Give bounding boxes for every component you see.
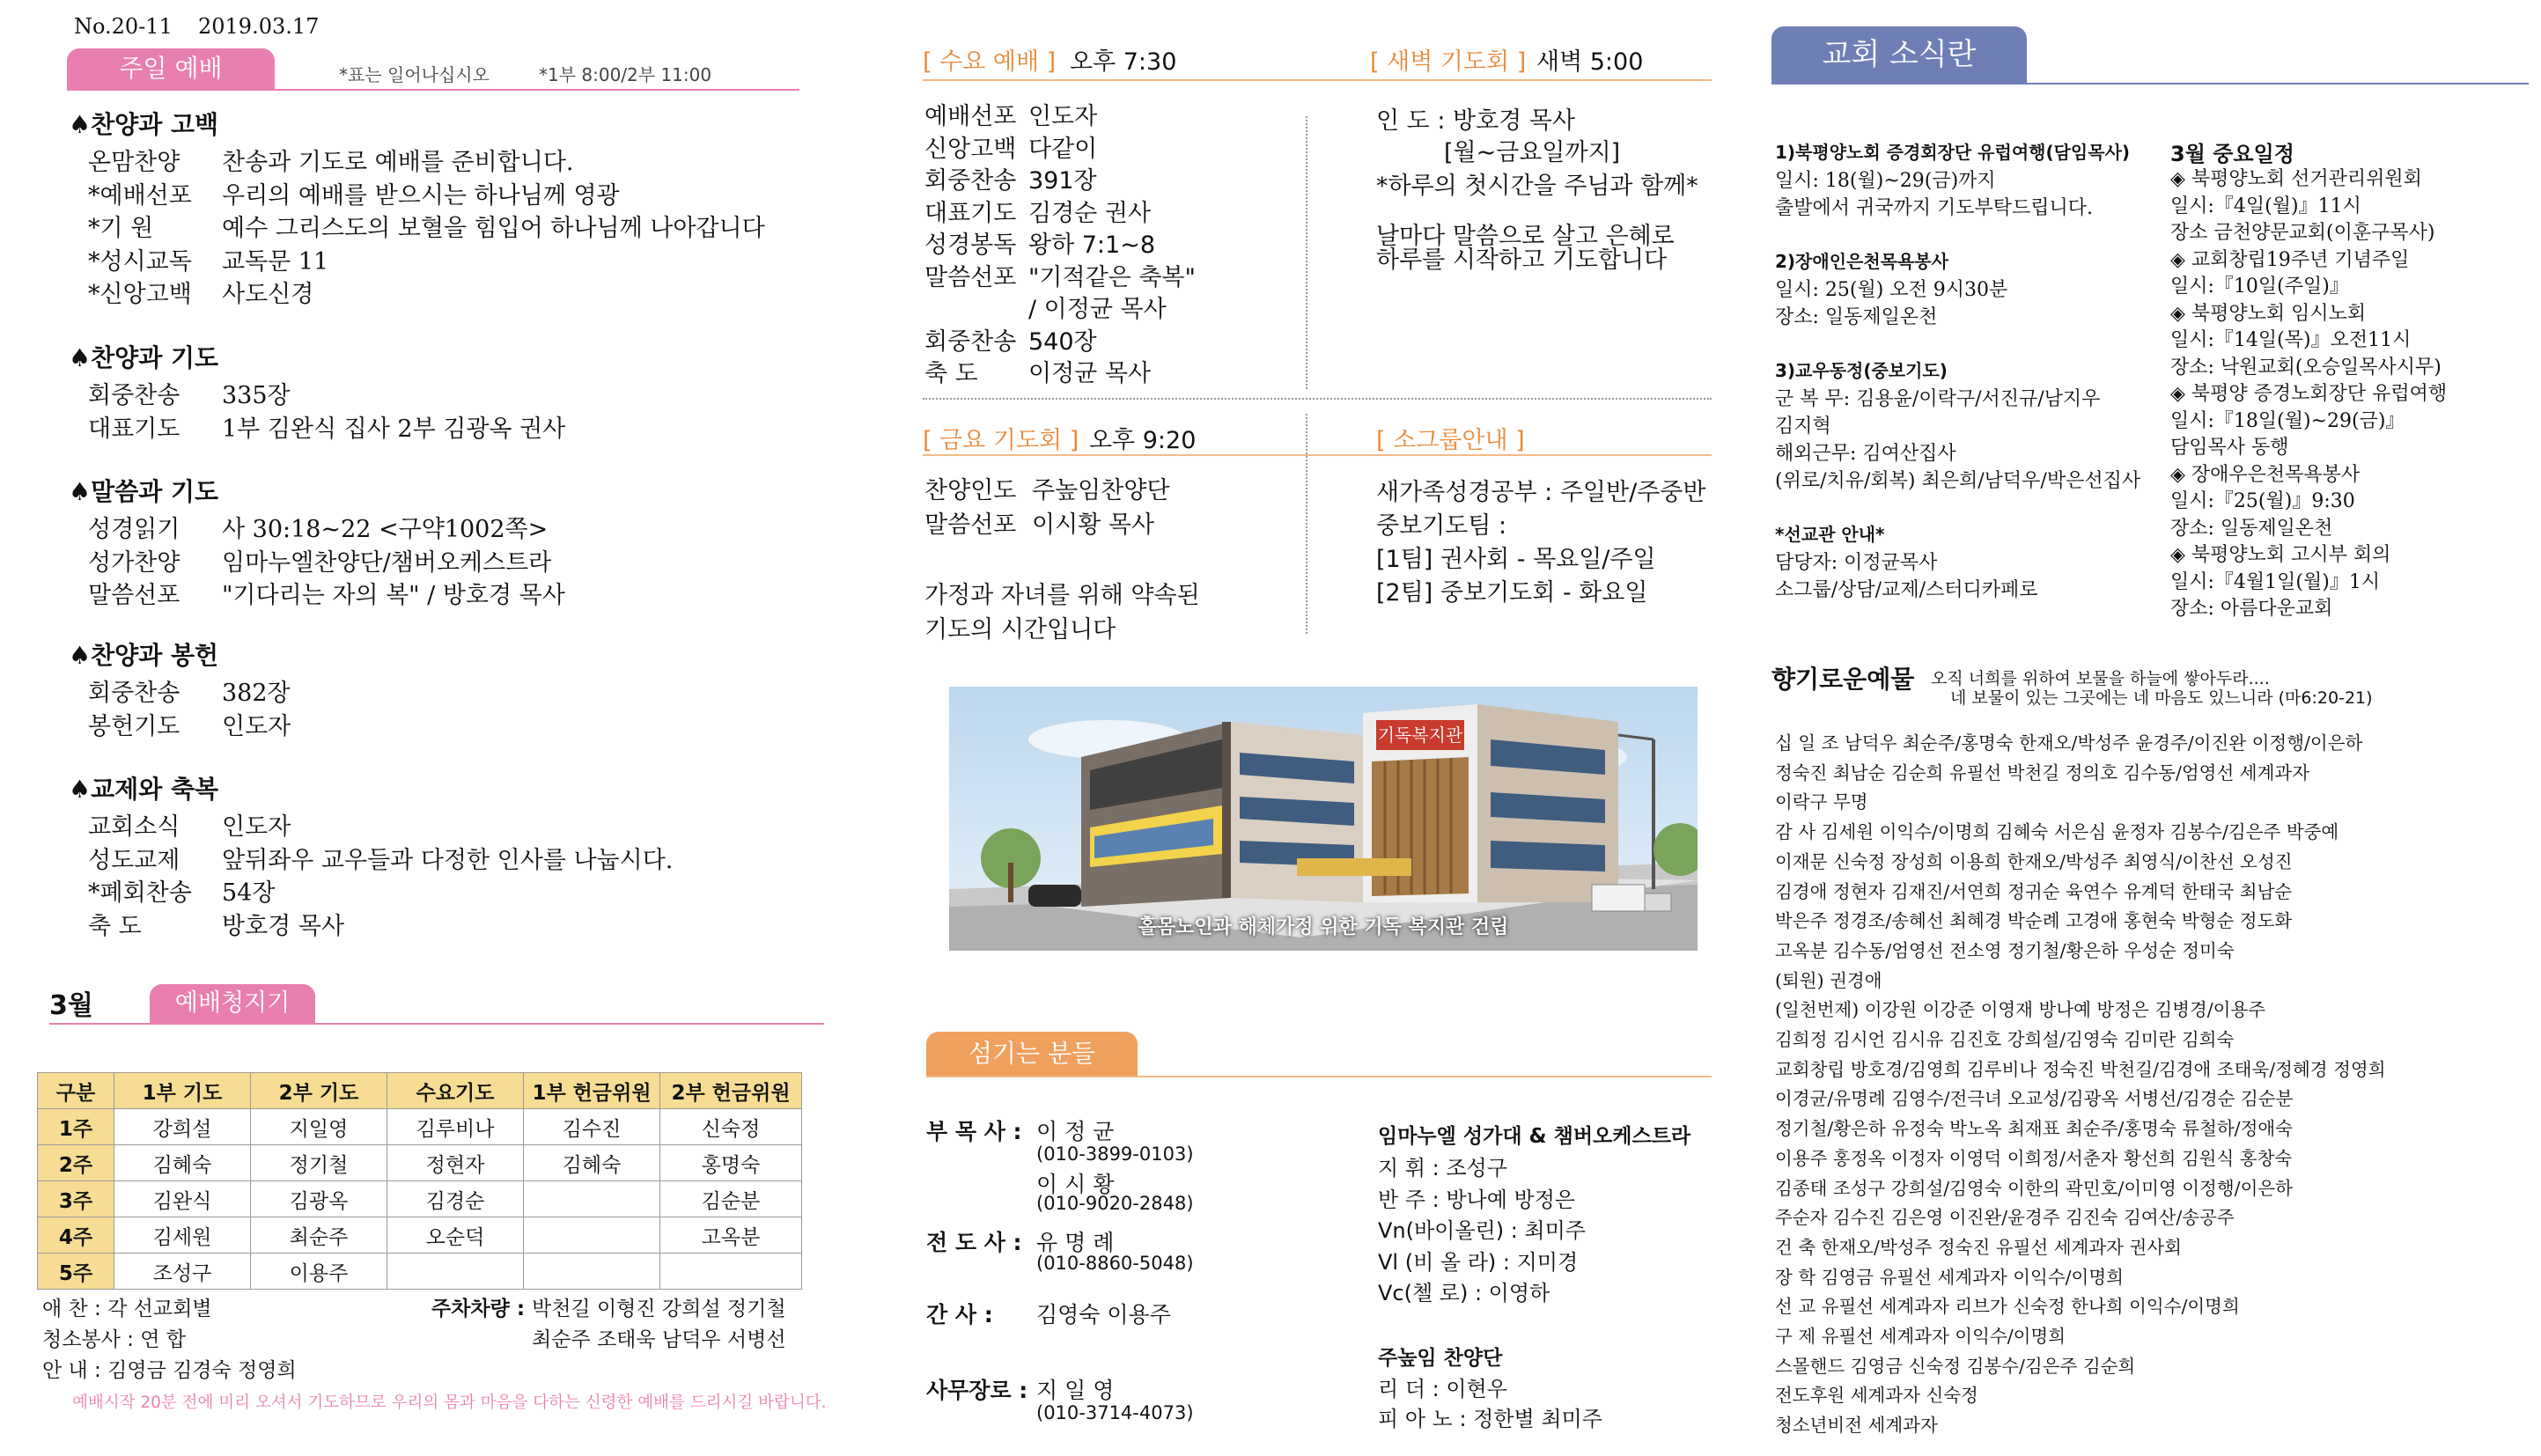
schedule-line: 일시:『25(월)』9:30 — [2170, 490, 2355, 512]
worship-notice: 예배시작 20분 전에 미리 오셔서 기도하므로 우리의 몸과 마음을 다하는 신령한 예배를 드리시길 바랍니다. — [72, 1393, 827, 1412]
news-line: 출발에서 귀국까지 기도부탁드립니다. — [1775, 197, 2094, 219]
service-item-label: *신앙고백 — [88, 281, 192, 308]
attendance-table — [37, 1072, 802, 1290]
building-graphic — [949, 687, 1698, 951]
choir-title: 임마누엘 성가대 & 챔버오케스트라 — [1378, 1125, 1691, 1148]
choir-member-line: Vn(바이올린) : 최미주 — [1378, 1218, 1586, 1243]
wed-service-time: 오후 7:30 — [1070, 48, 1177, 76]
attendance-cell: 김광옥 — [251, 1181, 387, 1217]
attendance-cell: 최순주 — [251, 1217, 387, 1254]
service-item-label: 성도교제 — [88, 846, 180, 874]
service-item-value: 382장 — [222, 680, 291, 707]
attendance-header-cell: 2부 기도 — [251, 1073, 387, 1109]
small-group-line: [2팀] 중보기도회 - 화요일 — [1376, 579, 1648, 607]
fri-note: 기도의 시간입니다 — [924, 616, 1116, 643]
news-line: (위로/치유/회복) 최은희/남덕우/박은선집사 — [1775, 470, 2141, 492]
section-title: ♠말씀과 기도 — [69, 477, 219, 506]
cleaning-line: 청소봉사 : 연 합 — [42, 1328, 186, 1351]
fri-item-label: 찬양인도 — [924, 477, 1017, 504]
attendance-table-wrap — [37, 1072, 802, 1290]
dawn-line: 하루를 시작하고 기도합니다 — [1376, 246, 1668, 274]
offering-line: 스몰핸드 김영금 신숙정 김봉수/김은주 김순희 — [1775, 1355, 2136, 1377]
offering-line: 건 축 한재오/박성주 정숙진 유필선 세계과자 권사회 — [1775, 1236, 2182, 1258]
section-title: ♠찬양과 봉헌 — [69, 641, 219, 670]
offering-line: 김종태 조성구 강희설/김영숙 이한의 곽민호/이미영 이정행/이은하 — [1775, 1177, 2293, 1199]
schedule-line: 장소: 낙원교회(오승일목사시무) — [2170, 356, 2442, 379]
section-title: ♠찬양과 기도 — [69, 343, 219, 372]
offering-line: 고옥분 김수동/엄영선 전소영 정기철/황은하 우성순 정미숙 — [1775, 939, 2235, 961]
service-item-value: 교독문 11 — [222, 247, 329, 276]
schedule-line: 담임목사 동행 — [2170, 437, 2289, 459]
wed-item-value: 김경순 권사 — [1028, 199, 1151, 227]
schedule-line: ◈ 장애우은천목욕봉사 — [2170, 463, 2361, 486]
attendance-cell: 지일영 — [251, 1109, 387, 1145]
middle-horizontal-divider — [923, 398, 1712, 401]
offering-line: 정기철/황은하 유정숙 박노옥 최재표 최순주/홍명숙 류철하/정애숙 — [1775, 1118, 2293, 1140]
schedule-line: ◈ 북평양노회 고시부 회의 — [2170, 544, 2391, 566]
small-group-line: [1팀] 권사회 - 목요일/주일 — [1376, 546, 1656, 573]
fri-item-value: 이시황 목사 — [1032, 511, 1154, 539]
news-line: 장소: 일동제일온천 — [1775, 306, 1938, 328]
choir-member-line: Vl (비 올 라) : 지미경 — [1378, 1249, 1579, 1275]
office-elder-tel: (010-3714-4073) — [1036, 1402, 1194, 1423]
service-item-label: *성시교독 — [88, 247, 192, 276]
offering-line: 정숙진 최남순 김순희 유필선 박천길 정의호 김수동/엄영선 세계과자 — [1775, 761, 2310, 783]
fri-prayer-time: 오후 9:20 — [1089, 427, 1197, 454]
evangelist-tel: (010-8860-5048) — [1036, 1253, 1194, 1274]
bulletin-number: No.20-11 — [74, 14, 173, 39]
offering-line: 박은주 정경조/송혜선 최혜경 박순례 고경애 홍현숙 박형순 정도화 — [1775, 910, 2293, 932]
march-schedule-title: 3월 중요일정 — [2170, 142, 2294, 166]
offering-verse-2: 네 보물이 있는 그곳에는 네 마음도 있느니라 (마6:20-21) — [1950, 688, 2373, 708]
schedule-line: ◈ 북평양 증경노회장단 유럽여행 — [2170, 383, 2448, 405]
wed-item-label: 축 도 — [924, 360, 978, 387]
service-item-label: *폐회찬송 — [88, 879, 192, 907]
bulletin-date: 2019.03.17 — [198, 14, 320, 39]
attendance-cell: 김완식 — [114, 1181, 251, 1217]
middle-vertical-divider-2 — [1306, 414, 1309, 634]
dawn-line: 날마다 말씀으로 살고 은혜로 — [1376, 223, 1675, 250]
building-caption: 홀몸노인과 해체가정 위한 기독 복지관 건립 — [1138, 916, 1509, 938]
attendance-cell: 김루비나 — [387, 1109, 524, 1145]
wed-item-value: "기적같은 축복" — [1028, 263, 1196, 291]
schedule-line: 장소: 아름다운교회 — [2170, 598, 2333, 620]
attendance-cell: 고옥분 — [660, 1217, 802, 1254]
service-item-label: 회중찬송 — [88, 680, 180, 707]
offering-line: 주순자 김수진 김은영 이진완/윤경주 김진숙 김여산/송공주 — [1775, 1207, 2235, 1229]
schedule-line: ◈ 북평양노회 임시노회 — [2170, 302, 2367, 325]
service-item-value: 사도신경 — [222, 281, 314, 308]
wed-item-value: 인도자 — [1028, 103, 1098, 130]
servers-underline — [926, 1076, 1712, 1077]
dawn-prayer-title: [ 새벽 기도회 ] — [1370, 48, 1527, 76]
offering-verse-1: 오직 너희를 위하여 보물을 하늘에 쌓아두라.... — [1931, 669, 2270, 688]
office-elder-name: 지 일 영 — [1036, 1378, 1115, 1403]
fri-item-value: 주높임찬양단 — [1032, 477, 1170, 504]
wed-item-value: 540장 — [1028, 327, 1097, 356]
month-label: 3월 — [49, 990, 93, 1021]
news-line: 해외근무: 김여산집사 — [1775, 443, 1956, 465]
attendance-row — [38, 1109, 802, 1145]
assoc-pastor-1: 이 정 균 — [1036, 1119, 1115, 1144]
top-orange-rule — [923, 79, 1712, 81]
service-item-label: 성경읽기 — [88, 516, 180, 543]
offering-line: 이용주 홍정옥 이정자 이영덕 이희정/서춘자 황선희 김원식 홍창숙 — [1775, 1147, 2293, 1169]
wed-item-value: 391장 — [1028, 167, 1097, 195]
attendance-cell: 김순분 — [660, 1181, 802, 1217]
offering-title: 향기로운예물 — [1771, 665, 1915, 694]
attendance-cell: 김수진 — [524, 1109, 660, 1145]
wed-item-label: 성경봉독 — [924, 232, 1017, 259]
attendance-cell: 정현자 — [387, 1145, 524, 1181]
wed-item-value: / 이정균 목사 — [1028, 296, 1167, 323]
wed-item-label: 대표기도 — [924, 199, 1017, 227]
dawn-line: [월~금요일까지] — [1444, 139, 1621, 166]
attendance-row — [38, 1181, 802, 1217]
offering-line: 전도후원 세계과자 신숙정 — [1775, 1385, 1978, 1407]
attendance-cell: 김세원 — [114, 1217, 251, 1254]
service-item-label: 회중찬송 — [88, 382, 180, 409]
church-news-underline — [1771, 83, 2529, 85]
attendance-cell: 오순덕 — [387, 1217, 524, 1254]
attendance-week: 4주 — [38, 1217, 114, 1254]
offering-line: 장 학 김영금 유필선 세계과자 이익수/이명희 — [1775, 1266, 2124, 1288]
service-item-value: 방호경 목사 — [222, 912, 344, 940]
attendance-week: 5주 — [38, 1254, 114, 1290]
attendance-cell: 조성구 — [114, 1254, 251, 1290]
tab-underline — [67, 89, 799, 91]
news-line: *선교관 안내* — [1775, 524, 1885, 545]
attendance-cell — [660, 1254, 802, 1290]
offering-line: 이경균/유명례 김영수/전극녀 오교성/김광옥 서병선/김경순 김순분 — [1775, 1088, 2294, 1110]
attendance-cell: 김경순 — [387, 1181, 524, 1217]
small-group-line: 새가족성경공부 : 주일반/주중반 — [1376, 479, 1706, 506]
schedule-line: 장소 금천양문교회(이훈구목사) — [2170, 222, 2435, 244]
assoc-pastor-1-tel: (010-3899-0103) — [1036, 1143, 1194, 1165]
section-title: ♠찬양과 고백 — [69, 110, 219, 139]
wed-item-value: 이정균 목사 — [1028, 360, 1151, 387]
attendance-row — [38, 1217, 802, 1254]
schedule-line: ◈ 북평양노회 선거관리위원회 — [2170, 168, 2422, 190]
offering-line: 김희정 김시언 김시유 김진호 강희설/김영숙 김미란 김희숙 — [1775, 1029, 2235, 1050]
news-line: 소그룹/상담/교제/스터디카페로 — [1775, 579, 2038, 601]
attendance-cell — [524, 1217, 660, 1254]
offering-line: 이재문 신숙정 장성희 이용희 한재오/박성주 최영식/이찬선 오성진 — [1775, 850, 2293, 872]
wed-item-label: 말씀선포 — [924, 263, 1017, 291]
fri-orange-rule — [923, 454, 1712, 456]
attendance-cell: 정기철 — [251, 1145, 387, 1181]
attendance-cell: 이용주 — [251, 1254, 387, 1290]
praise-team-line: 리 더 : 이현우 — [1378, 1377, 1507, 1401]
wed-service-title: [ 수요 예배 ] — [923, 48, 1057, 76]
offering-line: 청소년비전 세계과자 — [1775, 1415, 1938, 1437]
attendance-header-cell: 구분 — [38, 1073, 114, 1109]
offering-line: (일천번제) 이강원 이강준 이영재 방나예 방정은 김병경/이용주 — [1775, 999, 2266, 1021]
service-item-value: 인도자 — [222, 712, 291, 740]
evangelist-label: 전 도 사 : — [926, 1230, 1022, 1255]
schedule-line: ◈ 교회창립19주년 기념주일 — [2170, 248, 2410, 271]
fri-note: 가정과 자녀를 위해 약속된 — [924, 582, 1200, 609]
attendance-row — [38, 1145, 802, 1181]
offering-line: 십 일 조 남덕우 최순주/홍명숙 한재오/박성주 윤경주/이진완 이정행/이은하 — [1775, 732, 2363, 754]
attendance-week: 2주 — [38, 1145, 114, 1181]
schedule-line: 일시:『18일(월)~29(금)』 — [2170, 409, 2405, 432]
building-illustration — [949, 687, 1698, 951]
offering-line: 선 교 유필선 세계과자 리브가 신숙정 한나희 이익수/이명희 — [1775, 1296, 2240, 1318]
news-line: 김지혁 — [1775, 415, 1831, 438]
service-item-label: 축 도 — [88, 912, 142, 940]
attendance-header-cell: 1부 헌금위원 — [524, 1073, 660, 1109]
dawn-line: *하루의 첫시간을 주님과 함께* — [1376, 173, 1698, 200]
news-line: 일시: 18(월)~29(금)까지 — [1775, 170, 1996, 192]
parking-names-2: 최순주 조태욱 남덕우 서병선 — [532, 1328, 786, 1351]
small-group-line: 중보기도팀 : — [1376, 512, 1507, 540]
servers-tab: 섬기는 분들 — [926, 1032, 1138, 1076]
standing-note: *표는 일어나십시오 — [339, 64, 490, 85]
attendance-cell — [524, 1181, 660, 1217]
offering-line: 이락구 무명 — [1775, 791, 1868, 813]
sunday-service-tab: 주일 예배 — [67, 48, 275, 89]
service-item-label: 봉헌기도 — [88, 712, 180, 740]
assoc-pastor-2: 이 시 황 — [1036, 1172, 1115, 1197]
offering-line: 교회창립 방호경/김영희 김루비나 정숙진 박천길/김경애 조태욱/정혜경 정영희 — [1775, 1058, 2386, 1080]
service-item-value: 인도자 — [222, 813, 291, 841]
attendance-week: 3주 — [38, 1181, 114, 1217]
service-item-value: 앞뒤좌우 교우들과 다정한 인사를 나눕시다. — [222, 846, 674, 874]
service-item-label: *예배선포 — [88, 181, 192, 210]
schedule-line: 일시:『4월1일(월)』1시 — [2170, 570, 2381, 593]
assoc-pastor-2-tel: (010-9020-2848) — [1036, 1193, 1194, 1214]
news-line: 일시: 25(월) 오전 9시30분 — [1775, 279, 2008, 301]
schedule-line: 일시:『4일(월)』11시 — [2170, 195, 2361, 217]
attendance-header-cell: 2부 헌금위원 — [660, 1073, 802, 1109]
schedule-line: 일시:『14일(목)』오전11시 — [2170, 329, 2412, 351]
news-line: 담당자: 이정균목사 — [1775, 552, 1938, 574]
parking-names-1: 박천길 이형진 강희설 정기철 — [532, 1298, 786, 1320]
attendance-cell: 홍명숙 — [660, 1145, 802, 1181]
dawn-line: 인 도 : 방호경 목사 — [1376, 107, 1576, 135]
attendance-header-cell: 1부 기도 — [114, 1073, 251, 1109]
offering-line: 감 사 김세원 이익수/이명희 김혜숙 서은심 윤정자 김봉수/김은주 박중예 — [1775, 821, 2339, 843]
attendance-cell: 신숙정 — [660, 1109, 802, 1145]
middle-vertical-divider — [1306, 116, 1309, 389]
news-line: 3)교우동정(중보기도) — [1775, 360, 1948, 381]
attendance-header-row — [38, 1073, 802, 1109]
service-item-value: 사 30:18~22 <구약1002쪽> — [222, 516, 549, 543]
service-item-value: 찬송과 기도로 예배를 준비합니다. — [222, 149, 574, 176]
news-line: 2)장애인은천목욕봉사 — [1775, 251, 1948, 272]
dawn-prayer-time: 새벽 5:00 — [1536, 48, 1644, 76]
wed-item-value: 왕하 7:1~8 — [1028, 232, 1156, 259]
meal-line: 애 찬 : 각 선교회별 — [42, 1298, 212, 1320]
attendance-cell — [387, 1254, 524, 1290]
attendance-week: 1주 — [38, 1109, 114, 1145]
service-item-label: 온맘찬양 — [88, 149, 180, 176]
church-news-tab: 교회 소식란 — [1771, 26, 2027, 83]
service-item-value: 335장 — [222, 382, 291, 409]
choir-member-line: 반 주 : 방나예 방정은 — [1378, 1187, 1576, 1212]
attendance-header-cell: 수요기도 — [387, 1073, 524, 1109]
attendance-cell: 강희설 — [114, 1109, 251, 1145]
news-line: 1)북평양노회 증경회장단 유럽여행(담임목사) — [1775, 142, 2131, 163]
choir-member-line: Vc(첼 로) : 이영하 — [1378, 1281, 1550, 1305]
attendance-row — [38, 1254, 802, 1290]
service-item-value: 54장 — [222, 879, 276, 907]
service-item-label: 교회소식 — [88, 813, 180, 841]
service-item-value: 임마누엘찬양단/챔버오케스트라 — [222, 548, 552, 577]
attendance-cell: 김혜숙 — [524, 1145, 660, 1181]
wed-item-label: 예배선포 — [924, 103, 1017, 130]
offering-line: 구 제 유필선 세계과자 이익수/이명희 — [1775, 1326, 2066, 1347]
service-item-label: 대표기도 — [88, 415, 180, 443]
service-item-label: 말씀선포 — [88, 582, 180, 609]
parking-label: 주차차량 : — [431, 1298, 526, 1320]
staff-names: 김영숙 이용주 — [1036, 1302, 1171, 1327]
news-line: 군 복 무: 김용윤/이락구/서진규/남지우 — [1775, 388, 2101, 410]
usher-line: 안 내 : 김영금 김경숙 정영희 — [42, 1359, 297, 1382]
service-item-value: 1부 김완식 집사 2부 김광옥 권사 — [222, 415, 566, 443]
attendance-underline — [49, 1023, 824, 1025]
building-sign-text: 기독복지관 — [1377, 724, 1463, 746]
fri-prayer-title: [ 금요 기도회 ] — [923, 427, 1079, 454]
evangelist-name: 유 명 례 — [1036, 1230, 1115, 1255]
fri-item-label: 말씀선포 — [924, 511, 1017, 539]
section-title: ♠교제와 축복 — [69, 775, 219, 804]
attendance-cell: 김혜숙 — [114, 1145, 251, 1181]
choir-member-line: 지 휘 : 조성구 — [1378, 1156, 1507, 1180]
schedule-line: 일시:『10일(주일)』 — [2170, 276, 2349, 298]
service-item-value: 우리의 예배를 받으시는 하나님께 영광 — [222, 181, 620, 210]
wed-item-label: 회중찬송 — [924, 167, 1017, 195]
praise-team-title: 주높임 찬양단 — [1378, 1347, 1503, 1370]
offering-line: (퇴원) 권경애 — [1775, 969, 1882, 991]
service-item-label: *기 원 — [88, 215, 154, 242]
service-times-note: *1부 8:00/2부 11:00 — [539, 64, 712, 85]
service-item-value: 예수 그리스도의 보혈을 힘입어 하나님께 나아갑니다 — [222, 215, 765, 242]
office-elder-label: 사무장로 : — [926, 1378, 1028, 1403]
small-group-title: [ 소그룹안내 ] — [1376, 427, 1525, 454]
attendance-tab: 예배청지기 — [150, 984, 315, 1023]
wed-item-label: 신앙고백 — [924, 135, 1017, 163]
wed-item-label: 회중찬송 — [924, 327, 1017, 356]
service-item-value: "기다리는 자의 복" / 방호경 목사 — [222, 582, 565, 609]
attendance-cell — [524, 1254, 660, 1290]
wed-item-value: 다같이 — [1028, 135, 1098, 163]
schedule-line: 장소: 일동제일온천 — [2170, 517, 2333, 540]
assoc-pastor-label: 부 목 사 : — [926, 1119, 1022, 1144]
service-item-label: 성가찬양 — [88, 548, 180, 577]
offering-line: 김경애 정현자 김재진/서연희 정귀순 육연수 유계덕 한태국 최남순 — [1775, 880, 2293, 902]
staff-label: 간 사 : — [926, 1302, 993, 1327]
praise-team-line: 피 아 노 : 정한별 최미주 — [1378, 1407, 1602, 1431]
